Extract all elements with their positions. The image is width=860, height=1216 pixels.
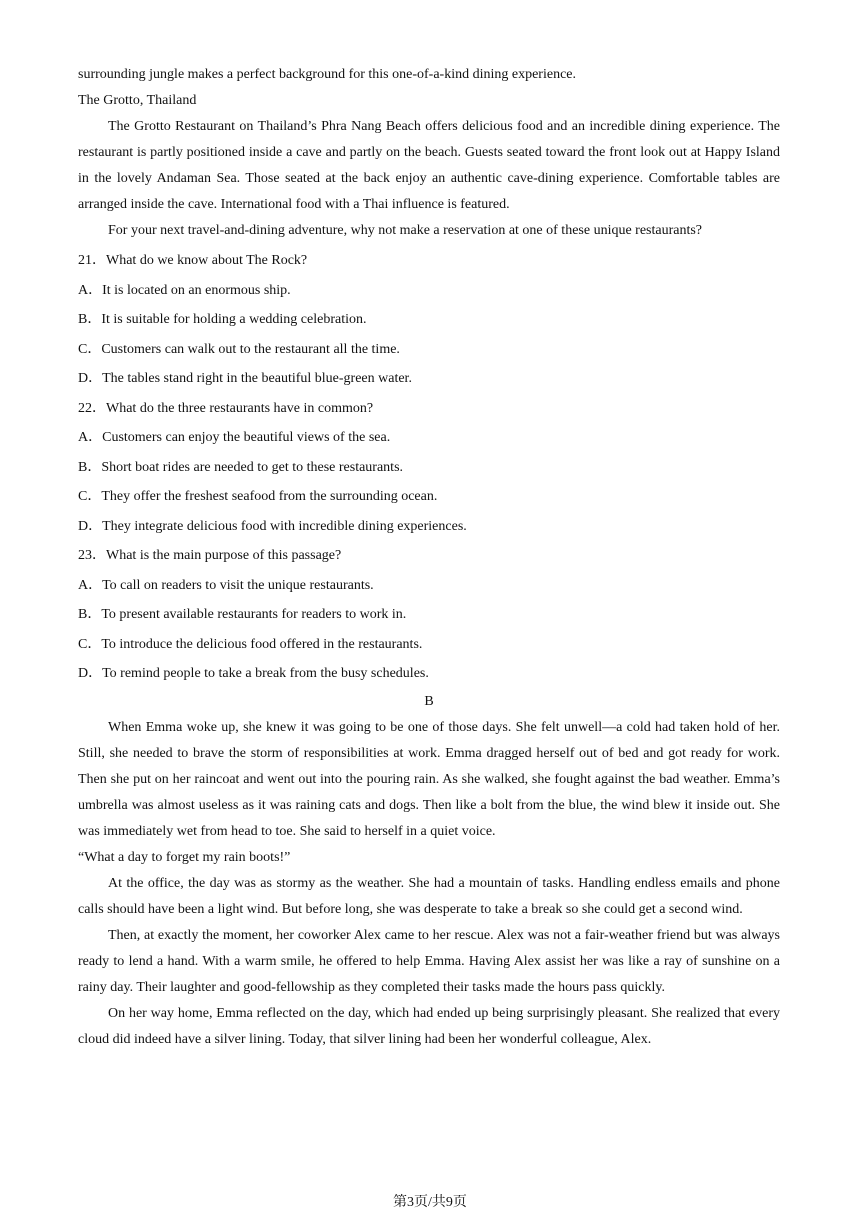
passage-b-paragraph-1: When Emma woke up, she knew it was going to be one of those days. She felt unwell—a cold had taken hold of her. Still, she needed to brave the storm of responsibilities at work. Emma dragged herself out of bed and got ready for work. Then she put on her raincoat and went out into the pouring rain. As she walked, she fought against the bad weather. Emma’s umbrella was almost useless as it was raining cats and dogs. Then like a bolt from the blue, the wind blew it inside out. She was immediately wet from head to toe. She said to herself in a quiet voice. bbox=[78, 719, 780, 839]
question-stem: 22．What do the three restaurants have in common? bbox=[78, 400, 374, 416]
passage-b-paragraph-4: On her way home, Emma reflected on the day, which had ended up being surprisingly pleasant. She realized that every cloud did indeed have a silver lining. Today, that silver lining had been her wonderful colleague, Alex. bbox=[78, 1005, 780, 1047]
option-b: B．To present available restaurants for readers to work in. bbox=[78, 607, 407, 622]
passage-a-paragraph: The Grotto Restaurant on Thailand’s Phra Nang Beach offers delicious food and an incredible dining experience. The restaurant is partly positioned inside a cave and partly on the beach. Guests seated toward the front look out at Happy Island in the lovely Andaman Sea. Those seated at the back enjoy an authentic cave-dining experience. Comfortable tables are arranged inside the cave. International food with a Thai influence is featured. bbox=[78, 119, 780, 212]
passage-b-quote: “What a day to forget my rain boots!” bbox=[78, 849, 291, 865]
passage-a-intro-tail: surrounding jungle makes a perfect background for this one-of-a-kind dining experience. bbox=[78, 67, 576, 82]
option-c: C．To introduce the delicious food offered in the restaurants. bbox=[78, 636, 423, 652]
passage-b-paragraph-3: Then, at exactly the moment, her coworker Alex came to her rescue. Alex was not a fair-weather friend but was always ready to lend a hand. With a warm smile, he offered to help Emma. Having Alex assist her was like a ray of sunshine on a rainy day. Their laughter and good-fellowship as they completed their tasks made the hours pass quickly. bbox=[78, 927, 780, 995]
option-d: D．The tables stand right in the beautiful blue-green water. bbox=[78, 371, 412, 386]
option-a: A．To call on readers to visit the unique restaurants. bbox=[78, 577, 374, 593]
page-content bbox=[78, 62, 780, 1053]
option-b: B．Short boat rides are needed to get to these restaurants. bbox=[78, 459, 404, 475]
question-23 bbox=[78, 541, 780, 689]
option-c: C．They offer the freshest seafood from the surrounding ocean. bbox=[78, 489, 438, 504]
passage-a-closing: For your next travel-and-dining adventure, why not make a reservation at one of these unique restaurants? bbox=[108, 223, 703, 238]
option-d: D．To remind people to take a break from the busy schedules. bbox=[78, 666, 429, 681]
section-label-b: B bbox=[424, 693, 434, 709]
passage-b-paragraph-2: At the office, the day was as stormy as the weather. She had a mountain of tasks. Handling endless emails and phone calls should have been a light wind. But before long, she was desperate to take a break so she could get a second wind. bbox=[78, 875, 780, 917]
question-22 bbox=[78, 394, 780, 542]
option-a: A．Customers can enjoy the beautiful views of the sea. bbox=[78, 430, 391, 445]
option-b: B．It is suitable for holding a wedding celebration. bbox=[78, 312, 367, 327]
option-a: A．It is located on an enormous ship. bbox=[78, 282, 291, 298]
option-c: C．Customers can walk out to the restaurant all the time. bbox=[78, 341, 400, 357]
question-stem: 23．What is the main purpose of this passage? bbox=[78, 548, 342, 563]
question-stem: 21．What do we know about The Rock? bbox=[78, 253, 308, 268]
option-d: D．They integrate delicious food with incredible dining experiences. bbox=[78, 518, 467, 534]
question-21 bbox=[78, 246, 780, 394]
restaurant-heading: The Grotto, Thailand bbox=[78, 93, 197, 108]
page-number: 第3页/共9页 bbox=[393, 1195, 467, 1210]
